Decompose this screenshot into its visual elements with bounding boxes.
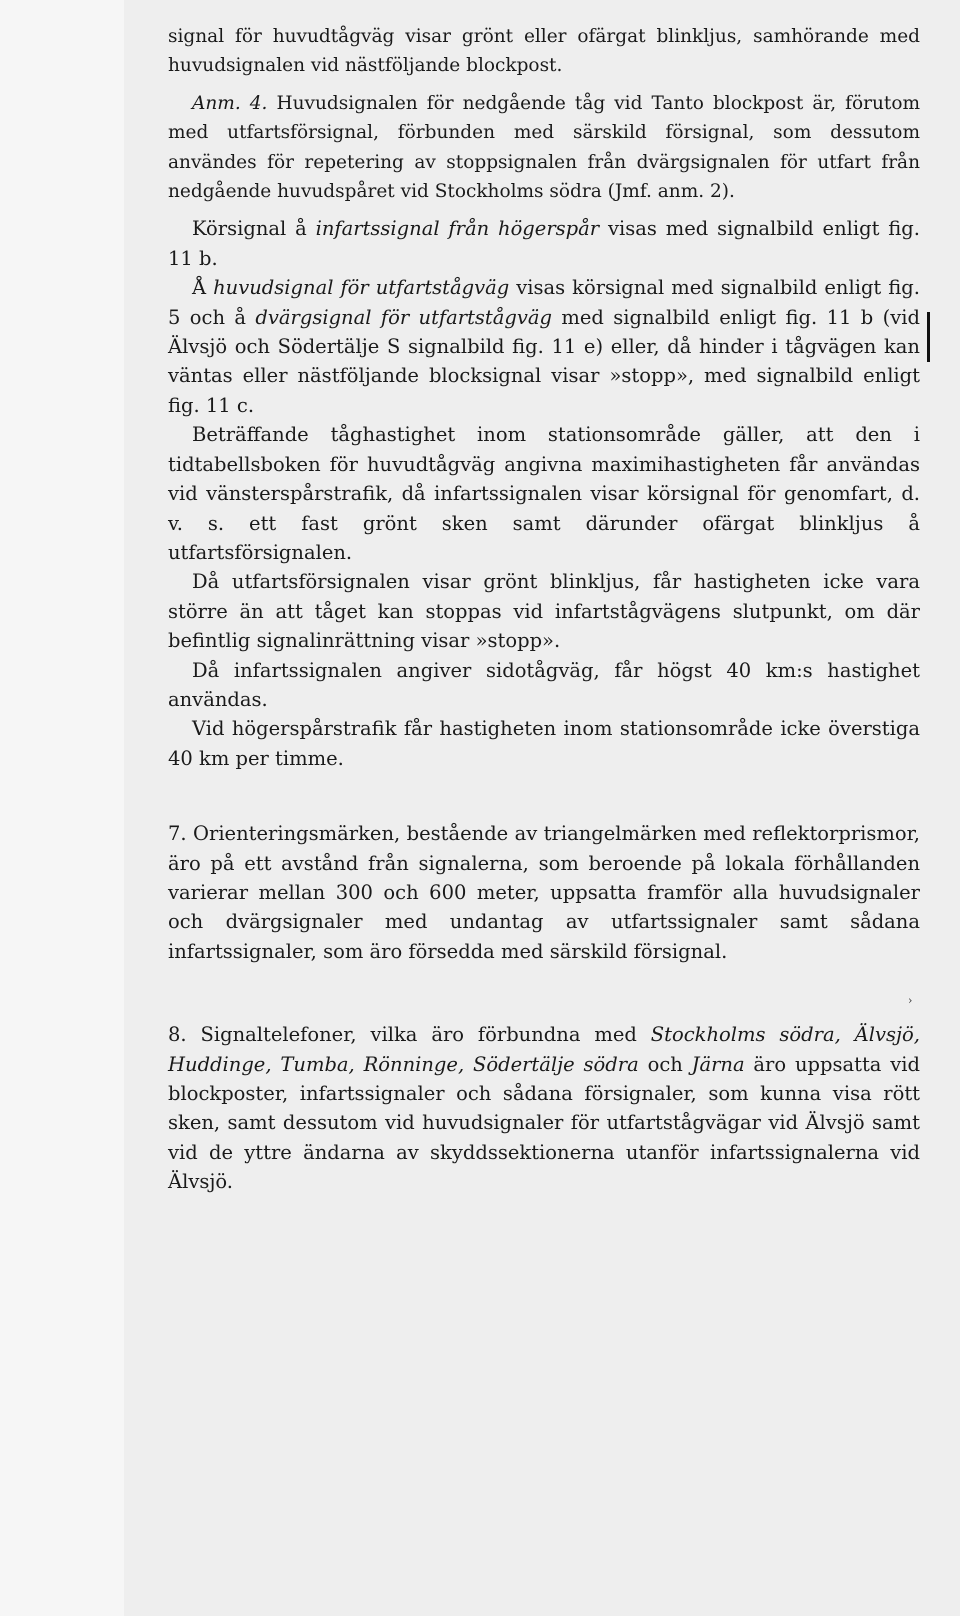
paragraph-utfartsforsignal <box>168 567 920 655</box>
paragraph-korsignal-infart <box>168 214 920 273</box>
paragraph-huvudsignal-utfart <box>168 273 920 420</box>
emphasis-span: dvärgsignal för utfartstågväg <box>255 305 552 329</box>
text-span: Å <box>192 276 214 300</box>
margin-bracket <box>927 312 930 362</box>
paragraph-tag-hastighet <box>168 420 920 567</box>
emphasis-span: huvudsignal för utfartstågväg <box>213 276 510 300</box>
text-span: 8. Signaltelefoner, vilka äro förbundna med <box>168 1023 651 1047</box>
text-span: 7. Orienteringsmärken, bestående av triangelmärken med reflektorprismor, äro på ett avstånd från signalerna, som beroende på lokala förhållanden varierar mellan 300 och 600 meter, uppsatta framför alla huvudsignaler och dvärgsignaler med undantag av utfartssignaler samt sådana infartssignaler, som äro försedda med särskild försignal. <box>168 822 920 963</box>
emphasis-span: Järna <box>691 1052 745 1076</box>
text-span: Körsignal å <box>192 217 316 241</box>
text-span: och <box>638 1052 692 1076</box>
scan-margin <box>0 0 124 1616</box>
paragraph-anm-4 <box>168 89 920 207</box>
paragraph-hogersparstrafik <box>168 714 920 773</box>
text-span: Beträffande tåghastighet inom stationsområde gäller, att den i tidtabellsboken för huvudtågväg angivna maximihastigheten får användas vid vänsterspårstrafik, då infartssignalen visar körsignal för genomfart, d. v. s. ett fast grönt sken samt därunder ofärgat blinkljus å utfartsförsignalen. <box>168 423 920 564</box>
text-span: med signalbild enligt fig. 11 b (vid Älvsjö och Södertälje S signalbild fig. 11 e) eller, då hinder i tågvägen kan väntas eller nästföljande blocksignal visar »stopp», med signalbild enligt fig. 11 c. <box>168 305 920 417</box>
text-span: Huvudsignalen för nedgående tåg vid Tanto blockpost är, förutom med utfartsförsignal, förbunden med särskild försignal, som dessutom användes för repetering av stoppsignalen från dvärgsignalen för utfart från nedgående huvudspåret vid Stockholms södra (Jmf. anm. 2). <box>168 92 920 203</box>
text-span: Vid högerspårstrafik får hastigheten inom stationsområde icke överstiga 40 km per timme. <box>168 717 920 770</box>
section-7-orienteringsmarken <box>168 819 920 966</box>
emphasis-span: infartssignal från högerspår <box>315 217 600 241</box>
emphasis-span: Stockholms södra, Älvsjö, Huddinge, Tumba, Rönninge, Södertälje södra <box>168 1023 920 1076</box>
paragraph-continuation <box>168 22 920 81</box>
text-span: äro uppsatta vid blockposter, infartssignaler och sådana försignaler, som kunna visa rött sken, samt dessutom vid huvudsignaler för utfartstågvägar vid Älvsjö samt vid de yttre ändarna av skyddssektionerna utanför infartssignalerna vid Älvsjö. <box>168 1052 920 1194</box>
paragraph-sidotagvag <box>168 656 920 715</box>
text-span: Då infartssignalen angiver sidotågväg, får högst 40 km:s hastighet användas. <box>168 658 920 711</box>
text-span: visas körsignal med signalbild enligt fig. 5 och å <box>168 276 920 329</box>
section-8-signaltelefoner <box>168 1020 920 1196</box>
text-span: Då utfartsförsignalen visar grönt blinkljus, får hastigheten icke vara större än att tåget kan stoppas vid infartstågvägens slutpunkt, om där befintlig signalinrättning visar »stopp». <box>168 570 920 653</box>
page-text <box>168 22 920 1197</box>
text-span: signal för huvudtågväg visar grönt eller ofärgat blinkljus, samhörande med huvudsignalen vid nästföljande blockpost. <box>168 26 920 77</box>
margin-mark: › <box>908 994 913 1007</box>
anm-label: Anm. 4. <box>192 92 268 114</box>
text-span: visas med signalbild enligt fig. 11 b. <box>168 217 920 270</box>
